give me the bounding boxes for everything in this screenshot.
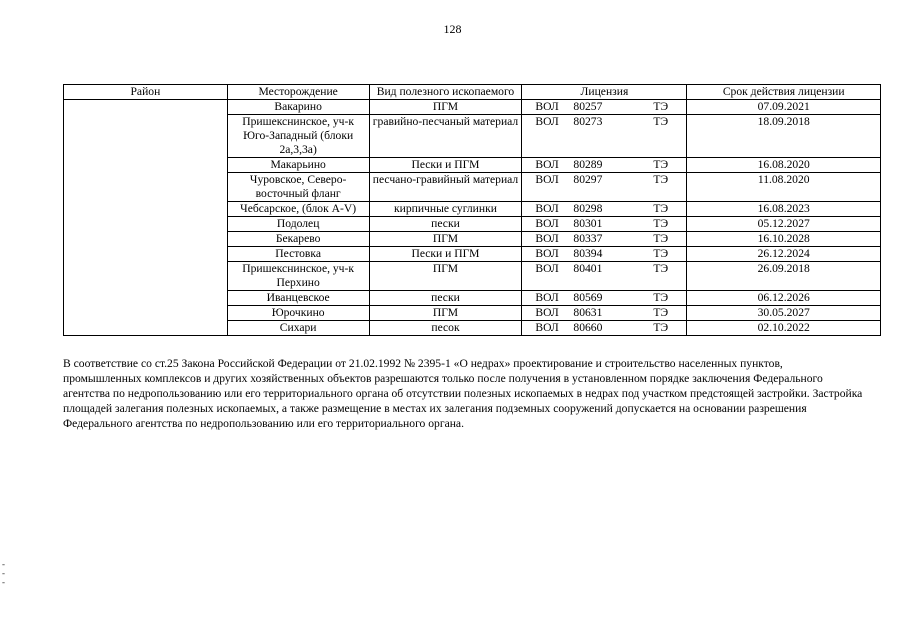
license-series: ВОЛ bbox=[535, 217, 559, 230]
mineral-cell: ПГМ bbox=[369, 232, 522, 247]
deposit-cell: Пришекснинское, уч-к Перхино bbox=[227, 262, 369, 291]
license-series: ВОЛ bbox=[535, 173, 559, 186]
deposit-cell: Юрочкино bbox=[227, 306, 369, 321]
deposit-cell: Чебсарское, (блок A-V) bbox=[227, 202, 369, 217]
mineral-cell: ПГМ bbox=[369, 100, 522, 115]
license-cell bbox=[522, 306, 687, 321]
mineral-cell: ПГМ bbox=[369, 262, 522, 291]
mineral-cell: песчано-гравийный материал bbox=[369, 173, 522, 202]
deposit-cell: Пришекснинское, уч-к Юго-Западный (блоки 2а,3,3а) bbox=[227, 115, 369, 158]
license-series: ВОЛ bbox=[535, 262, 559, 275]
district-cell bbox=[64, 100, 228, 336]
mineral-cell: Пески и ПГМ bbox=[369, 247, 522, 262]
validity-date-cell: 16.08.2020 bbox=[687, 158, 881, 173]
license-cell bbox=[522, 247, 687, 262]
mineral-cell: песок bbox=[369, 321, 522, 336]
license-series: ВОЛ bbox=[535, 115, 559, 128]
mineral-cell: гравийно-песчаный материал bbox=[369, 115, 522, 158]
license-type: ТЭ bbox=[653, 100, 669, 113]
license-series: ВОЛ bbox=[535, 232, 559, 245]
license-number: 80301 bbox=[573, 217, 603, 230]
license-number: 80660 bbox=[573, 321, 603, 334]
license-number: 80297 bbox=[573, 173, 603, 186]
mineral-cell: пески bbox=[369, 217, 522, 232]
license-cell bbox=[522, 262, 687, 291]
license-type: ТЭ bbox=[653, 158, 669, 171]
license-type: ТЭ bbox=[653, 232, 669, 245]
license-series: ВОЛ bbox=[535, 100, 559, 113]
validity-date-cell: 06.12.2026 bbox=[687, 291, 881, 306]
table-body bbox=[64, 100, 881, 336]
validity-date-cell: 02.10.2022 bbox=[687, 321, 881, 336]
license-type: ТЭ bbox=[653, 202, 669, 215]
mineral-cell: пески bbox=[369, 291, 522, 306]
validity-date-cell: 30.05.2027 bbox=[687, 306, 881, 321]
deposit-cell: Иванцевское bbox=[227, 291, 369, 306]
license-number: 80257 bbox=[573, 100, 603, 113]
header-district: Район bbox=[64, 85, 228, 100]
header-deposit: Месторождение bbox=[227, 85, 369, 100]
license-number: 80569 bbox=[573, 291, 603, 304]
table-row bbox=[64, 100, 881, 115]
validity-date-cell: 11.08.2020 bbox=[687, 173, 881, 202]
validity-date-cell: 26.09.2018 bbox=[687, 262, 881, 291]
deposit-cell: Чуровское, Северо-восточный фланг bbox=[227, 173, 369, 202]
license-series: ВОЛ bbox=[535, 321, 559, 334]
license-series: ВОЛ bbox=[535, 202, 559, 215]
deposit-cell: Макарьино bbox=[227, 158, 369, 173]
license-cell bbox=[522, 173, 687, 202]
validity-date-cell: 16.08.2023 bbox=[687, 202, 881, 217]
license-number: 80337 bbox=[573, 232, 603, 245]
license-table bbox=[63, 84, 881, 336]
validity-date-cell: 18.09.2018 bbox=[687, 115, 881, 158]
license-number: 80289 bbox=[573, 158, 603, 171]
license-cell bbox=[522, 321, 687, 336]
license-series: ВОЛ bbox=[535, 306, 559, 319]
header-license: Лицензия bbox=[522, 85, 687, 100]
license-type: ТЭ bbox=[653, 291, 669, 304]
license-series: ВОЛ bbox=[535, 247, 559, 260]
license-cell bbox=[522, 217, 687, 232]
license-cell bbox=[522, 115, 687, 158]
license-type: ТЭ bbox=[653, 306, 669, 319]
deposit-cell: Сихари bbox=[227, 321, 369, 336]
table-header-row bbox=[64, 85, 881, 100]
license-cell bbox=[522, 291, 687, 306]
validity-date-cell: 05.12.2027 bbox=[687, 217, 881, 232]
license-number: 80298 bbox=[573, 202, 603, 215]
license-number: 80273 bbox=[573, 115, 603, 128]
mineral-cell: кирпичные суглинки bbox=[369, 202, 522, 217]
header-mineral: Вид полезного ископаемого bbox=[369, 85, 522, 100]
mineral-cell: ПГМ bbox=[369, 306, 522, 321]
validity-date-cell: 16.10.2028 bbox=[687, 232, 881, 247]
deposit-cell: Бекарево bbox=[227, 232, 369, 247]
license-cell bbox=[522, 202, 687, 217]
page-number: 128 bbox=[443, 22, 462, 36]
license-number: 80394 bbox=[573, 247, 603, 260]
deposit-cell: Пестовка bbox=[227, 247, 369, 262]
mineral-cell: Пески и ПГМ bbox=[369, 158, 522, 173]
license-type: ТЭ bbox=[653, 262, 669, 275]
license-type: ТЭ bbox=[653, 217, 669, 230]
license-number: 80401 bbox=[573, 262, 603, 275]
validity-date-cell: 07.09.2021 bbox=[687, 100, 881, 115]
license-type: ТЭ bbox=[653, 115, 669, 128]
margin-marks: - - - bbox=[2, 559, 5, 587]
license-cell bbox=[522, 158, 687, 173]
deposit-cell: Вакарино bbox=[227, 100, 369, 115]
license-type: ТЭ bbox=[653, 321, 669, 334]
license-type: ТЭ bbox=[653, 247, 669, 260]
validity-date-cell: 26.12.2024 bbox=[687, 247, 881, 262]
license-number: 80631 bbox=[573, 306, 603, 319]
legal-note: В соответствие со ст.25 Закона Российской Федерации от 21.02.1992 № 2395-1 «О недрах» проектирование и строительство населенных пунктов, промышленных комплексов и других хозяйственных объектов разрешаются только после получения в установленном порядке заключения Федерального агентства по недропользованию или его территориального органа об отсутствии полезных ископаемых в недрах под участком предстоящей застройки. Застройка площадей залегания полезных ископаемых, а также размещение в местах их залегания подземных сооружений допускается на основании разрешения Федерального агентства по недропользованию или его территориального органа. bbox=[63, 357, 863, 430]
header-validity: Срок действия лицензии bbox=[687, 85, 881, 100]
deposit-cell: Подолец bbox=[227, 217, 369, 232]
license-series: ВОЛ bbox=[535, 291, 559, 304]
license-cell bbox=[522, 100, 687, 115]
license-type: ТЭ bbox=[653, 173, 669, 186]
license-series: ВОЛ bbox=[535, 158, 559, 171]
license-cell bbox=[522, 232, 687, 247]
